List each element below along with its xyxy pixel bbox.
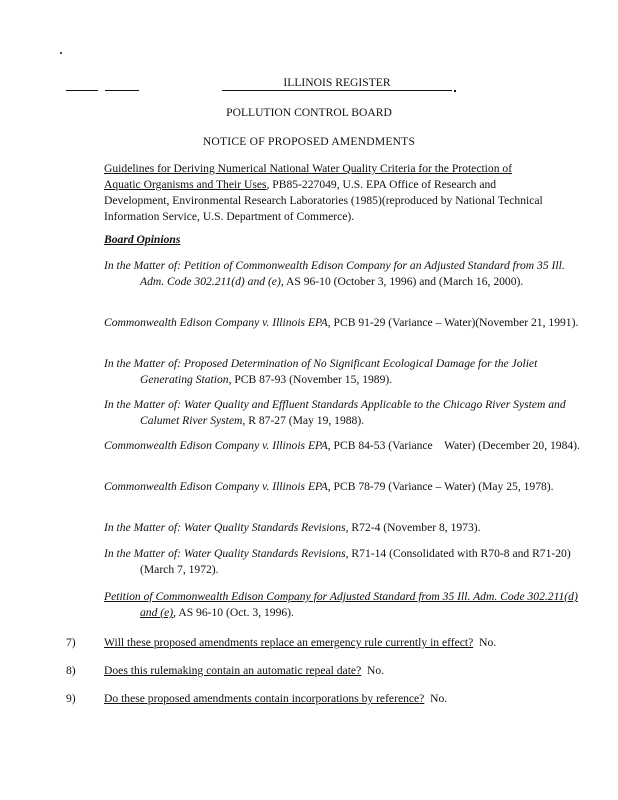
header-rule-left-2 [105,90,139,91]
opinion-case-name: In the Matter of: Petition of Commonwealth Edison Company for an Adjusted Standard from 35 Ill. Adm. Code 302.211(d) and (e) [104,259,565,288]
opinion-item [104,315,580,331]
opinion-citation: , PCB 91-29 (Variance – Water)(November 21, 1991). [327,316,579,329]
scan-speck [60,52,62,54]
notice-title: NOTICE OF PROPOSED AMENDMENTS [202,135,416,148]
question-line [104,692,447,705]
opinion-item [104,258,580,290]
opinion-case-name: Commonwealth Edison Company v. Illinois EPA [104,439,328,452]
header-rule-dot [454,90,456,92]
opinion-citation: , PCB 84-53 (Variance Water) (December 20, 1984). [327,439,580,452]
opinion-case-name: In the Matter of: Proposed Determination of No Significant Ecological Damage for the Joliet Generating Station [104,357,538,386]
question-number: 8) [66,664,76,677]
opinion-citation: , R72-4 (November 8, 1973). [345,521,481,534]
opinion-citation: , AS 96-10 (Oct. 3, 1996). [173,606,294,619]
question-text: Will these proposed amendments replace an emergency rule currently in effect? [104,636,474,649]
header-rule-left [66,90,98,91]
opinion-citation: , PCB 78-79 (Variance – Water) (May 25, 1978). [327,480,554,493]
question-line [104,664,384,677]
board-opinions-heading: Board Opinions [104,233,181,246]
opinion-item [104,479,580,495]
opinion-case-name: In the Matter of: Water Quality and Effluent Standards Applicable to the Chicago River System and Calumet River System [104,398,566,427]
guidelines-citation [104,161,544,225]
question-line [104,636,496,649]
opinion-item [104,546,580,578]
question-number: 7) [66,636,76,649]
opinion-citation: , R 87-27 (May 19, 1988). [242,414,365,427]
opinion-item [104,438,580,454]
question-answer: No. [473,636,497,649]
opinion-citation: , R71-14 (Consolidated with R70-8 and R71-20) (March 7, 1972). [140,547,571,576]
opinion-case-name: Commonwealth Edison Company v. Illinois EPA [104,480,328,493]
opinion-citation: , PCB 87-93 (November 15, 1989). [228,373,393,386]
opinion-citation: , AS 96-10 (October 3, 1996) and (March 16, 2000). [280,275,524,288]
guidelines-title: Guidelines for Deriving Numerical National Water Quality Criteria for the Protection of Aquatic Organisms and Their Uses [104,162,513,191]
opinion-case-name: Commonwealth Edison Company v. Illinois EPA [104,316,328,329]
opinion-item [104,397,580,429]
question-answer: No. [361,664,385,677]
opinion-case-name: In the Matter of: Water Quality Standards Revisions [104,521,346,534]
question-text: Does this rulemaking contain an automatic repeal date? [104,664,362,677]
board-title: POLLUTION CONTROL BOARD [226,106,392,119]
opinion-case-name: In the Matter of: Water Quality Standards Revisions [104,547,346,560]
opinion-item [104,520,580,536]
question-answer: No. [424,692,448,705]
register-title: ILLINOIS REGISTER [283,76,391,89]
opinion-item [104,356,580,388]
guidelines-details: , PB85-227049, U.S. EPA Office of Research and Development, Environmental Research Laboratories (1985)(reproduced by National Technical Information Service, U.S. Department of Commerce). [104,178,543,223]
opinion-item [104,589,580,621]
question-number: 9) [66,692,76,705]
opinion-case-name: Petition of Commonwealth Edison Company for Adjusted Standard from 35 Ill. Adm. Code 302.211(d) and (e) [104,590,578,619]
header-rule-center [222,90,452,91]
question-text: Do these proposed amendments contain incorporations by reference? [104,692,425,705]
